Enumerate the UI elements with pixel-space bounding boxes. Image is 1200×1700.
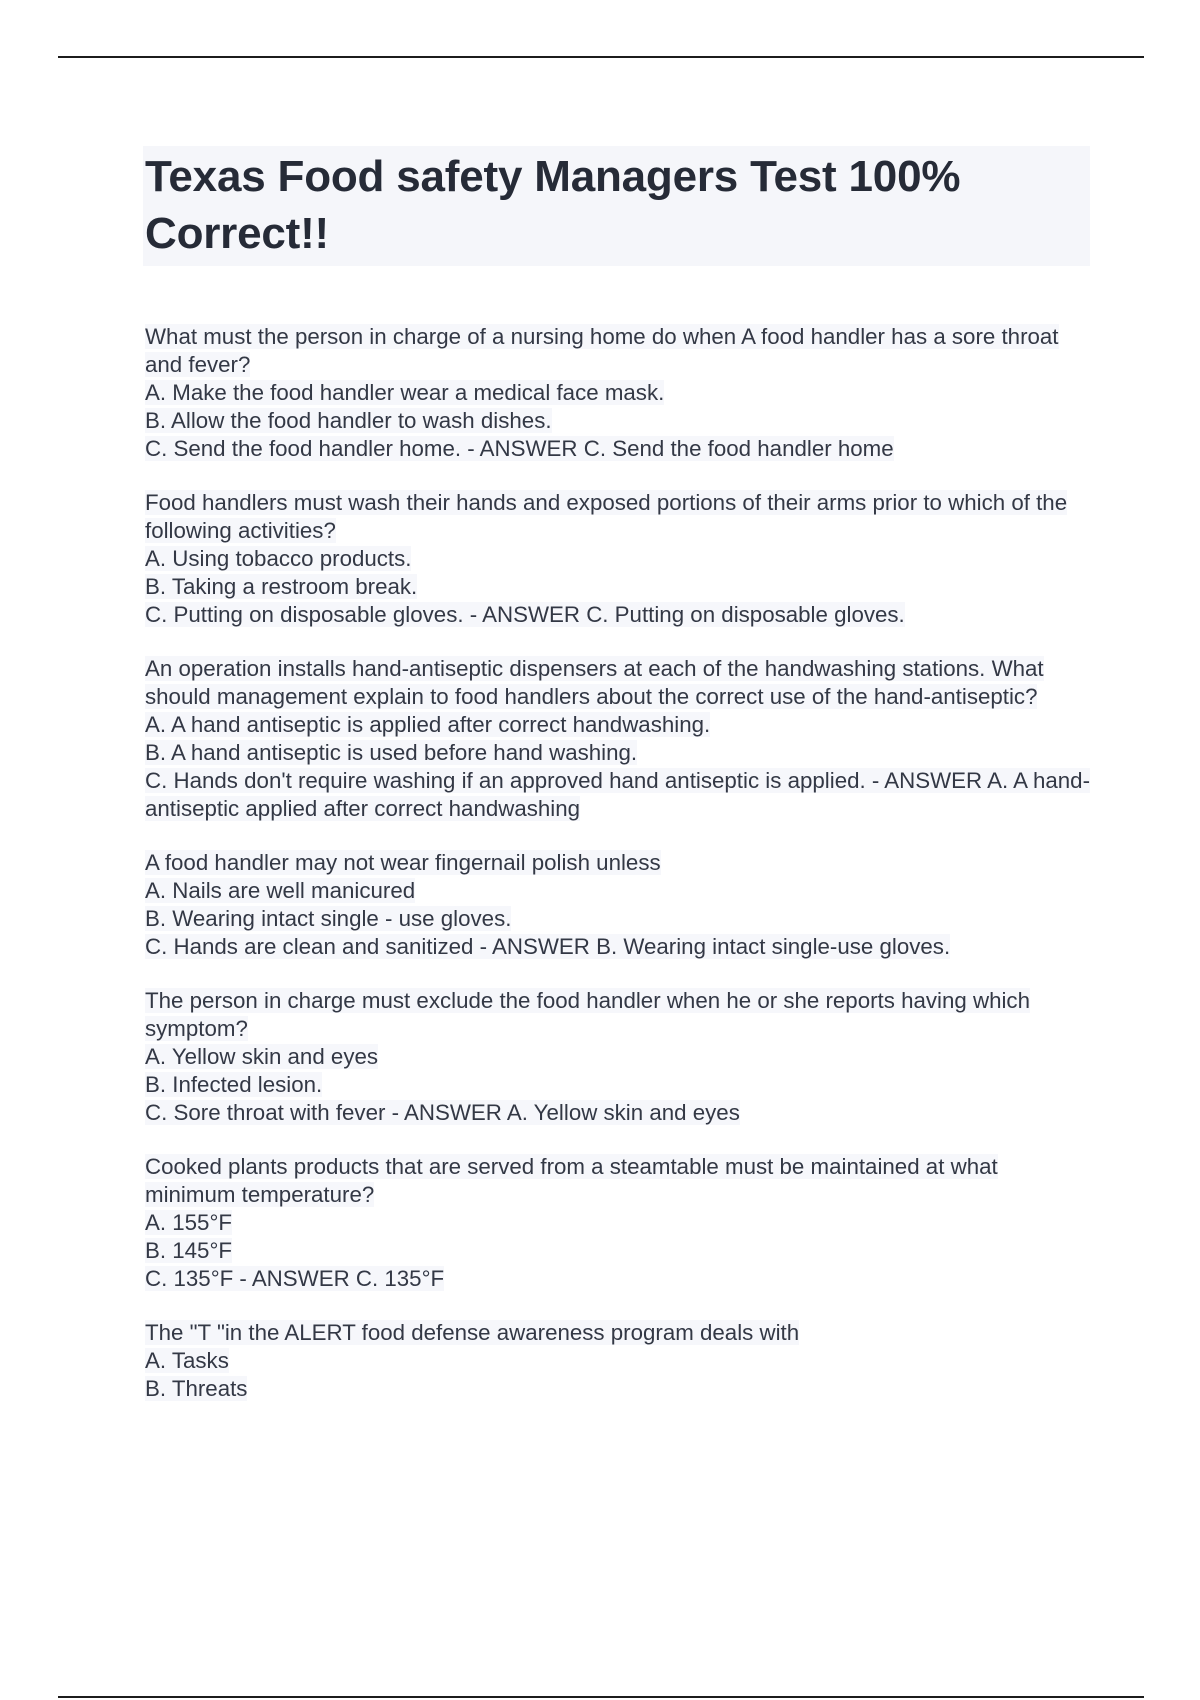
question-text: What must the person in charge of a nursing home do when A food handler has a sore throat and fever? (145, 324, 1059, 377)
option-c-answer: C. Sore throat with fever - ANSWER A. Yellow skin and eyes (145, 1100, 740, 1125)
option-b: B. A hand antiseptic is used before hand washing. (145, 740, 638, 765)
question-item (145, 987, 1090, 1127)
option-b: B. Wearing intact single - use gloves. (145, 906, 512, 931)
option-a: A. Yellow skin and eyes (145, 1044, 379, 1069)
document-body (145, 146, 1090, 1429)
option-c-answer: C. Send the food handler home. - ANSWER C. Send the food handler home (145, 436, 894, 461)
option-a: A. Tasks (145, 1348, 229, 1373)
question-item (145, 489, 1090, 629)
option-a: A. Nails are well manicured (145, 878, 416, 903)
option-b: B. Allow the food handler to wash dishes. (145, 408, 552, 433)
question-text: Food handlers must wash their hands and exposed portions of their arms prior to which of the following activities? (145, 490, 1068, 543)
bottom-rule (58, 1696, 1144, 1698)
question-text: The "T "in the ALERT food defense awareness program deals with (145, 1320, 800, 1345)
option-a: A. Using tobacco products. (145, 546, 412, 571)
question-text: The person in charge must exclude the food handler when he or she reports having which symptom? (145, 988, 1030, 1041)
option-c-answer: C. Hands are clean and sanitized - ANSWER B. Wearing intact single-use gloves. (145, 934, 951, 959)
option-c-answer: C. Putting on disposable gloves. - ANSWER C. Putting on disposable gloves. (145, 602, 905, 627)
question-text: Cooked plants products that are served from a steamtable must be maintained at what minimum temperature? (145, 1154, 998, 1207)
option-b: B. 145°F (145, 1238, 232, 1263)
question-item (145, 1153, 1090, 1293)
option-b: B. Infected lesion. (145, 1072, 323, 1097)
option-c-answer: C. Hands don't require washing if an approved hand antiseptic is applied. - ANSWER A. A hand-antiseptic applied after correct handwashing (145, 768, 1090, 821)
top-rule (58, 56, 1144, 58)
option-a: A. A hand antiseptic is applied after correct handwashing. (145, 712, 711, 737)
option-c-answer: C. 135°F - ANSWER C. 135°F (145, 1266, 445, 1291)
question-item (145, 655, 1090, 823)
question-item (145, 849, 1090, 961)
question-text: An operation installs hand-antiseptic dispensers at each of the handwashing stations. What should management explain to food handlers about the correct use of the hand-antiseptic? (145, 656, 1044, 709)
page-title: Texas Food safety Managers Test 100% Correct!! (145, 152, 961, 258)
option-b: B. Threats (145, 1376, 248, 1401)
option-a: A. Make the food handler wear a medical face mask. (145, 380, 665, 405)
question-text: A food handler may not wear fingernail polish unless (145, 850, 661, 875)
question-item (145, 323, 1090, 463)
option-b: B. Taking a restroom break. (145, 574, 418, 599)
question-list (145, 323, 1090, 1403)
option-a: A. 155°F (145, 1210, 232, 1235)
question-item (145, 1319, 1090, 1403)
title-block (143, 146, 1090, 266)
